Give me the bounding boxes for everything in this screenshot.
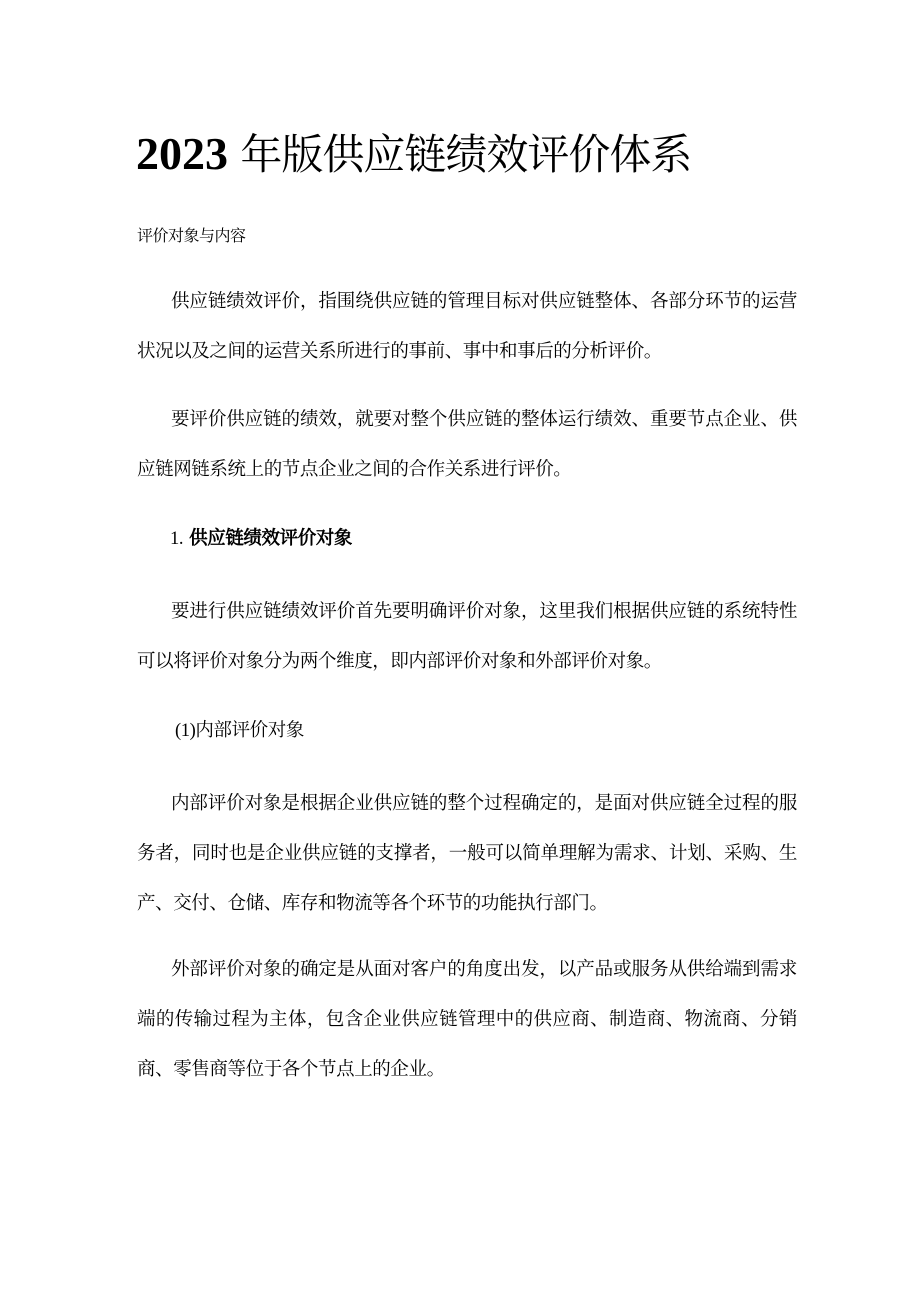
title-text: 年版供应链绩效评价体系 bbox=[240, 130, 692, 179]
sub-heading-title: 内部评价对象 bbox=[195, 720, 304, 741]
section-title: 供应链绩效评价对象 bbox=[189, 528, 353, 549]
title-year: 2023 bbox=[136, 128, 228, 179]
subtitle: 评价对象与内容 bbox=[137, 226, 246, 245]
page-title bbox=[136, 124, 836, 185]
intro-paragraph-2: 要评价供应链的绩效，就要对整个供应链的整体运行绩效、重要节点企业、供应链网链系统上的节点企业之间的合作关系进行评价。 bbox=[137, 409, 797, 480]
intro-paragraph-1: 供应链绩效评价，指围绕供应链的管理目标对供应链整体、各部分环节的运营状况以及之间的运营关系所进行的事前、事中和事后的分析评价。 bbox=[137, 291, 797, 362]
section-number: 1. bbox=[170, 529, 184, 549]
sub-heading-number: (1) bbox=[175, 721, 196, 741]
sub-heading bbox=[175, 711, 304, 751]
section-paragraph: 要进行供应链绩效评价首先要明确评价对象，这里我们根据供应链的系统特性可以将评价对象分为两个维度，即内部评价对象和外部评价对象。 bbox=[137, 601, 797, 672]
internal-paragraph: 内部评价对象是根据企业供应链的整个过程确定的，是面对供应链全过程的服务者，同时也是企业供应链的支撑者，一般可以简单理解为需求、计划、采购、生产、交付、仓储、库存和物流等各个环节的功能执行部门。 bbox=[137, 793, 797, 914]
section-heading bbox=[170, 519, 352, 559]
external-paragraph: 外部评价对象的确定是从面对客户的角度出发，以产品或服务从供给端到需求端的传输过程为主体，包含企业供应链管理中的供应商、制造商、物流商、分销商、零售商等位于各个节点上的企业。 bbox=[137, 959, 797, 1080]
